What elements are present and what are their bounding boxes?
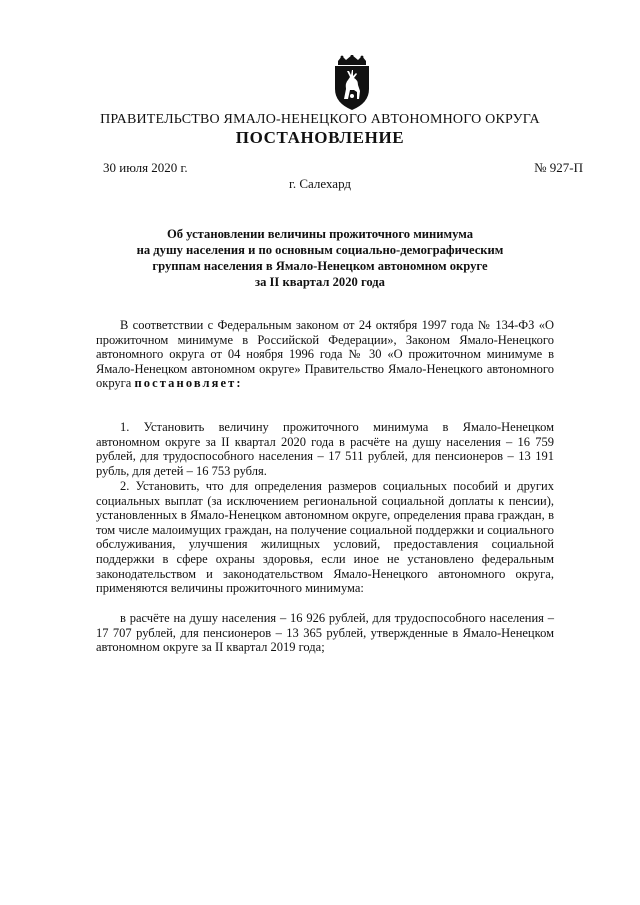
document-date: 30 июля 2020 г. xyxy=(103,160,188,175)
preamble-text: В соответствии с Федеральным законом от 24 октября 1997 года № 134-ФЗ «О прожиточном минимуме в Российской Федерации», Законом Ямало-Ненецкого автономного округа от 04 ноября 1996 года № 30 «О прожиточном минимуме в Ямало-Ненецком автономном округе» Правительство Ямало-Ненецкого автономного округа xyxy=(96,318,554,391)
item-1-text: 1. Установить величину прожиточного минимума в Ямало-Ненецком автономном округе за II квартал 2020 года в расчёте на душу населения – 16 759 рублей, для трудоспособного населения – 17 511 рублей, для пенсионеров – 13 191 рубль, для детей – 16 753 рубля. xyxy=(96,420,554,478)
document-number: № 927-П xyxy=(534,160,583,175)
title-line-2: на душу населения и по основным социально-демографическим xyxy=(136,243,504,257)
item-2-paragraph xyxy=(96,479,554,596)
item-2-subparagraph xyxy=(96,611,554,655)
government-name: ПРАВИТЕЛЬСТВО ЯМАЛО-НЕНЕЦКОГО АВТОНОМНОГО ОКРУГА xyxy=(100,112,540,127)
preamble-paragraph xyxy=(96,318,554,391)
item-2-sub-text: в расчёте на душу населения – 16 926 рублей, для трудоспособного населения – 17 707 рублей, для пенсионеров – 13 365 рублей, утвержденные в Ямало-Ненецком автономном округе за II квартал 2019 года; xyxy=(96,611,554,655)
yanao-coat-of-arms-icon xyxy=(328,55,376,111)
title-line-1: Об установлении величины прожиточного минимума xyxy=(166,227,474,241)
item-1-paragraph xyxy=(96,420,554,478)
document-city: г. Салехард xyxy=(288,176,352,191)
document-type: ПОСТАНОВЛЕНИЕ xyxy=(235,128,405,147)
title-line-3: группам населения в Ямало-Ненецком автономном округе xyxy=(152,259,488,273)
decree-word: постановляет: xyxy=(134,376,243,391)
document-title xyxy=(110,226,530,290)
item-2-text: 2. Установить, что для определения размеров социальных пособий и других социальных выплат (за исключением региональной социальной доплаты к пенсии), установленных в Ямало-Ненецком автономном округе, определения права граждан, в том числе малоимущих граждан, на получение социальной поддержки и социального обслуживания, улучшения жилищных условий, предоставления социальной поддержки в сфере охраны здоровья, если иное не установлено федеральным законодательством и законодательством Ямало-Ненецкого автономного округа, применяются величины прожиточного минимума: xyxy=(96,479,554,596)
title-line-4: за II квартал 2020 года xyxy=(255,275,385,289)
